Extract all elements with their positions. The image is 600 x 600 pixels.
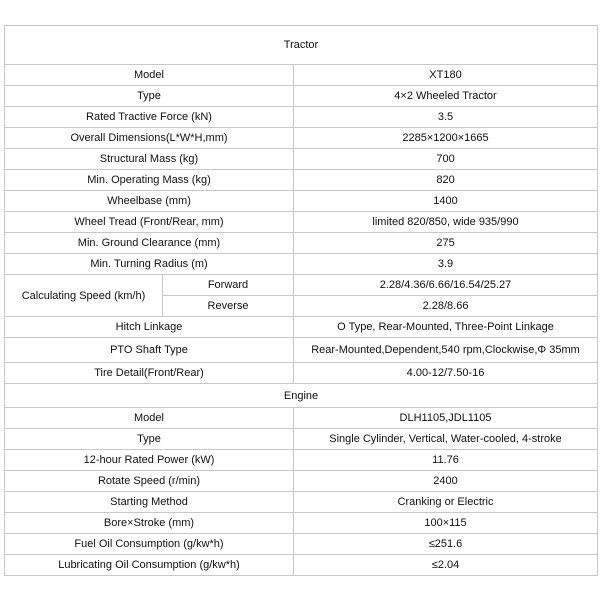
row-value: limited 820/850, wide 935/990 <box>294 212 598 233</box>
row-label: Type <box>5 86 294 107</box>
row-label: Calculating Speed (km/h) <box>5 275 163 317</box>
section-title-tractor: Tractor <box>5 26 598 65</box>
row-value: 3.9 <box>294 254 598 275</box>
row-value: 700 <box>294 149 598 170</box>
section-header-row <box>5 384 598 408</box>
row-label: Hitch Linkage <box>5 317 294 338</box>
section-title-engine: Engine <box>5 384 598 408</box>
row-label: Type <box>5 429 294 450</box>
row-value: ≤2.04 <box>294 555 598 576</box>
row-value: Cranking or Electric <box>294 492 598 513</box>
row-label: Model <box>5 408 294 429</box>
row-value: O Type, Rear-Mounted, Three-Point Linkage <box>294 317 598 338</box>
table-row <box>5 275 598 296</box>
table-row <box>5 317 598 338</box>
table-row <box>5 513 598 534</box>
table-row <box>5 492 598 513</box>
row-label: Structural Mass (kg) <box>5 149 294 170</box>
row-value: 2285×1200×1665 <box>294 128 598 149</box>
row-label: Min. Operating Mass (kg) <box>5 170 294 191</box>
row-value: 100×115 <box>294 513 598 534</box>
row-value: 11.76 <box>294 450 598 471</box>
row-value: 4×2 Wheeled Tractor <box>294 86 598 107</box>
table-row <box>5 555 598 576</box>
row-label: Wheelbase (mm) <box>5 191 294 212</box>
table-row <box>5 233 598 254</box>
row-label: Model <box>5 65 294 86</box>
spec-table <box>4 25 598 576</box>
row-value: 4.00-12/7.50-16 <box>294 363 598 384</box>
row-label: Wheel Tread (Front/Rear, mm) <box>5 212 294 233</box>
table-row <box>5 212 598 233</box>
table-row <box>5 471 598 492</box>
row-label: Fuel Oil Consumption (g/kw*h) <box>5 534 294 555</box>
row-label: Min. Ground Clearance (mm) <box>5 233 294 254</box>
table-row <box>5 191 598 212</box>
table-row <box>5 338 598 363</box>
table-row <box>5 363 598 384</box>
table-row <box>5 65 598 86</box>
row-value: 2.28/4.36/6.66/16.54/25.27 <box>294 275 598 296</box>
table-row <box>5 254 598 275</box>
table-row <box>5 128 598 149</box>
row-label: Rotate Speed (r/min) <box>5 471 294 492</box>
row-value: 2400 <box>294 471 598 492</box>
row-value: DLH1105,JDL1105 <box>294 408 598 429</box>
row-label: Lubricating Oil Consumption (g/kw*h) <box>5 555 294 576</box>
table-row <box>5 86 598 107</box>
row-sublabel: Reverse <box>163 296 294 317</box>
row-value: ≤251.6 <box>294 534 598 555</box>
row-label: Bore×Stroke (mm) <box>5 513 294 534</box>
row-value: 1400 <box>294 191 598 212</box>
row-label: Tire Detail(Front/Rear) <box>5 363 294 384</box>
table-row <box>5 534 598 555</box>
section-header-row <box>5 26 598 65</box>
row-value: Rear-Mounted,Dependent,540 rpm,Clockwise,Φ 35mm <box>294 338 598 363</box>
row-label: PTO Shaft Type <box>5 338 294 363</box>
row-value: 820 <box>294 170 598 191</box>
row-value: Single Cylinder, Vertical, Water-cooled, 4-stroke <box>294 429 598 450</box>
row-value: 2.28/8.66 <box>294 296 598 317</box>
table-row <box>5 107 598 128</box>
table-row <box>5 450 598 471</box>
table-row <box>5 429 598 450</box>
row-label: Rated Tractive Force (kN) <box>5 107 294 128</box>
row-label: Min. Turning Radius (m) <box>5 254 294 275</box>
table-row <box>5 170 598 191</box>
row-value: XT180 <box>294 65 598 86</box>
row-label: Overall Dimensions(L*W*H,mm) <box>5 128 294 149</box>
row-label: 12-hour Rated Power (kW) <box>5 450 294 471</box>
row-value: 3.5 <box>294 107 598 128</box>
table-row <box>5 408 598 429</box>
row-label: Starting Method <box>5 492 294 513</box>
row-sublabel: Forward <box>163 275 294 296</box>
row-value: 275 <box>294 233 598 254</box>
table-row <box>5 149 598 170</box>
